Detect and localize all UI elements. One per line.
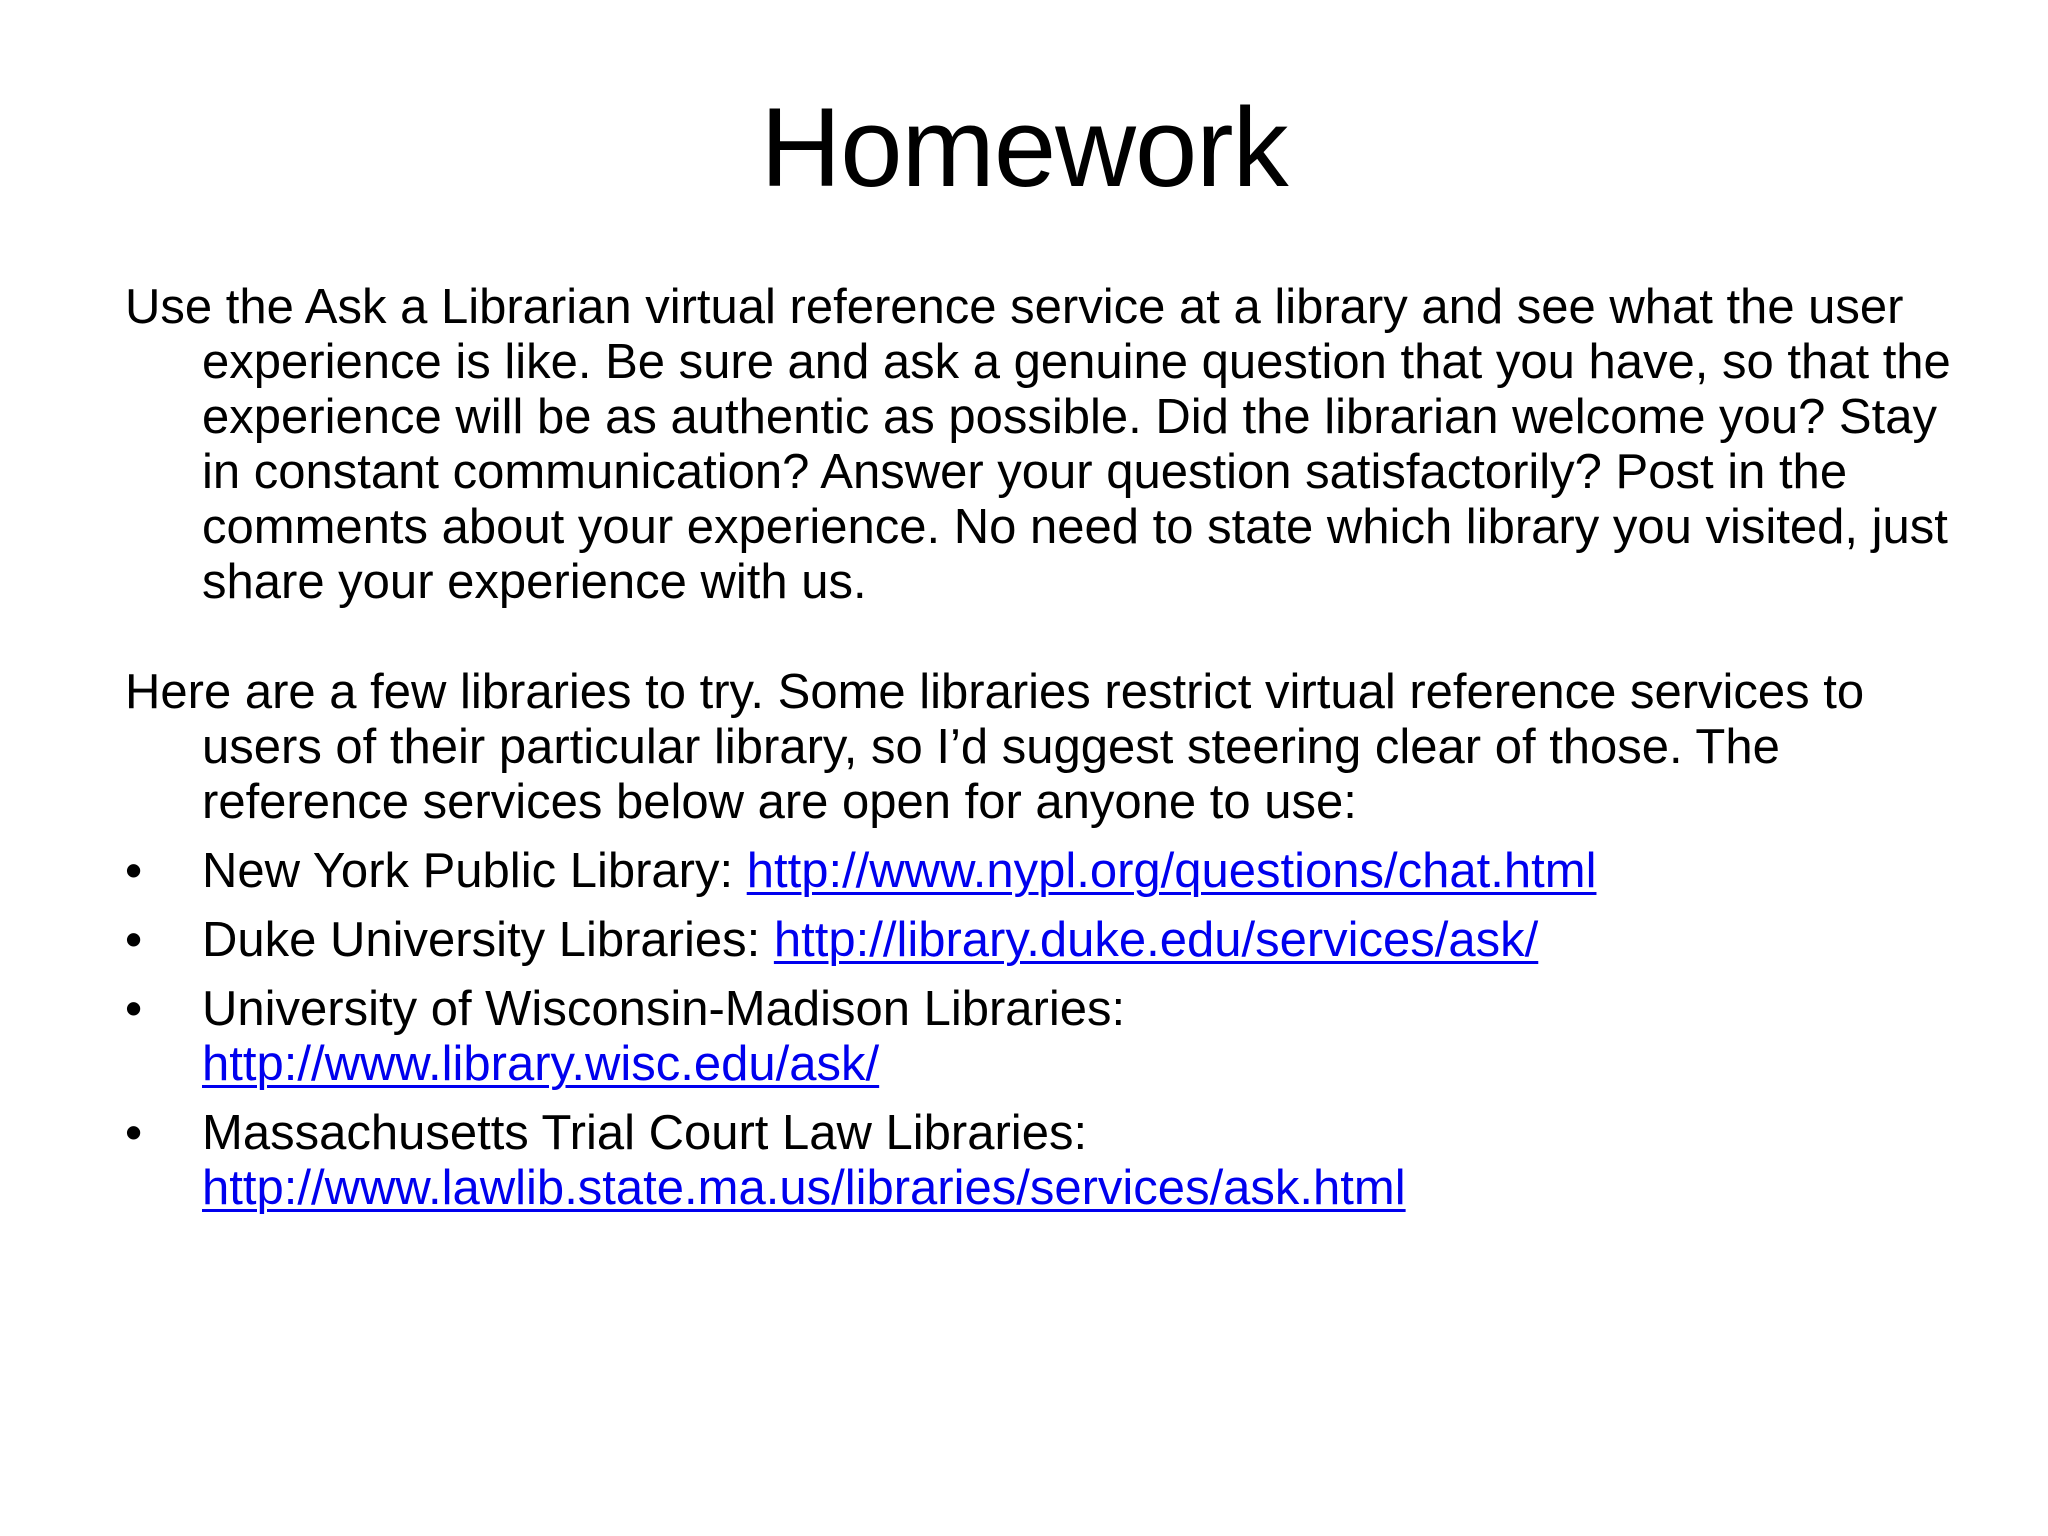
slide-body bbox=[125, 280, 1955, 1230]
slide-title: Homework bbox=[760, 85, 1288, 210]
instructions-paragraph: Use the Ask a Librarian virtual reference service at a library and see what the user experience is like. Be sure and ask a genuine question that you have, so that the experience will be as authentic as possible. Did the librarian welcome you? Stay in constant communication? Answer your question satisfactorily? Post in the comments about your experience. No need to state which library you visited, just share your experience with us. bbox=[125, 280, 1951, 609]
list-item bbox=[125, 913, 1955, 968]
libraries-intro-paragraph: Here are a few libraries to try. Some libraries restrict virtual reference services to users of their particular library, so I’d suggest steering clear of those. The reference services below are open for anyone to use: bbox=[125, 665, 1865, 829]
wisc-link[interactable]: http://www.library.wisc.edu/ask/ bbox=[202, 1037, 880, 1091]
list-item bbox=[125, 844, 1955, 899]
library-name: Massachusetts Trial Court Law Libraries: bbox=[202, 1106, 1088, 1160]
bullet: • bbox=[125, 844, 143, 898]
library-name: University of Wisconsin-Madison Libraries: bbox=[202, 982, 1126, 1036]
library-name: New York Public Library: bbox=[202, 844, 734, 898]
nypl-link[interactable]: http://www.nypl.org/questions/chat.html bbox=[746, 844, 1597, 898]
bullet: • bbox=[125, 982, 143, 1036]
list-item bbox=[125, 1106, 1955, 1216]
duke-link[interactable]: http://library.duke.edu/services/ask/ bbox=[773, 913, 1539, 967]
library-name: Duke University Libraries: bbox=[202, 913, 761, 967]
bullet: • bbox=[125, 1106, 143, 1160]
list-item bbox=[125, 982, 1955, 1092]
bullet: • bbox=[125, 913, 143, 967]
lawlib-link[interactable]: http://www.lawlib.state.ma.us/libraries/services/ask.html bbox=[202, 1161, 1406, 1215]
library-list bbox=[125, 844, 1955, 1216]
